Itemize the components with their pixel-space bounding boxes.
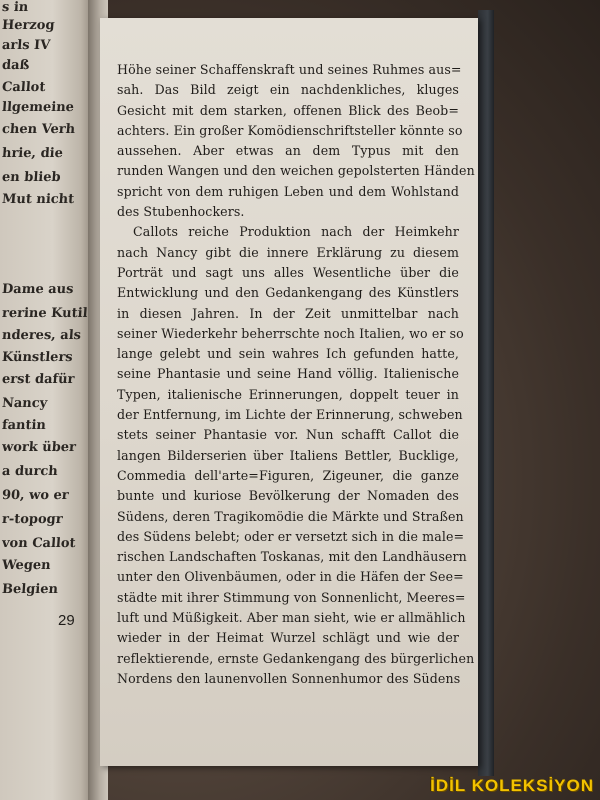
text-line: reflektierende, ernste Gedankengang des bürgerlichen <box>117 650 475 666</box>
left-page-fragment: Künstlers <box>1 350 74 365</box>
text-line: runden Wangen und den weichen gepolsterten Händen <box>117 163 475 179</box>
page-number: 29 <box>58 612 75 629</box>
left-page-fragment: en blieb <box>1 170 62 185</box>
left-page-fragment: daß <box>1 58 30 73</box>
text-line: des Stubenhockers. <box>117 204 245 220</box>
text-line: Höhe seiner Schaffenskraft und seines Ruhmes aus= <box>117 62 462 77</box>
text-line: seine Phantasie und seine Hand völlig. Italienische <box>117 366 459 382</box>
text-line: nach Nancy gibt die innere Erklärung zu diesem <box>117 244 459 260</box>
left-page-fragment: von Callot <box>1 536 77 551</box>
text-line: in diesen Jahren. In der Zeit unmittelbar nach <box>117 305 459 321</box>
left-page-fragment: Mut nicht <box>1 192 75 207</box>
left-page-fragment: fantin <box>1 418 47 433</box>
left-page-fragment: a durch <box>1 464 59 479</box>
left-page-fragment: Dame aus <box>1 282 74 297</box>
text-line: spricht von dem ruhigen Leben und dem Wohlstand <box>117 183 459 199</box>
left-page-fragment: nderes, als <box>1 328 82 343</box>
text-line: wieder in der Heimat Wurzel schlägt und wie der <box>117 630 459 646</box>
text-line: langen Bilderserien über Italiens Bettler, Bucklige, <box>117 447 459 463</box>
text-line: Gesicht mit dem starken, offenen Blick des Beob= <box>117 102 459 118</box>
text-line: des Südens belebt; oder er versetzt sich in die male= <box>117 528 465 544</box>
watermark-text: İDİL KOLEKSİYON <box>430 776 594 795</box>
text-line: Nordens den launenvollen Sonnenhumor des Südens <box>117 670 461 686</box>
text-line: Südens, deren Tragikomödie die Märkte und Straßen <box>117 508 464 524</box>
text-line: Porträt und sagt uns alles Wesentliche über die <box>117 264 459 280</box>
text-line: seiner Wiederkehr beherrschte noch Italien, wo er so <box>117 325 464 341</box>
left-page-fragment: r-topogr <box>1 512 64 527</box>
text-line: stets seiner Phantasie vor. Nun schafft Callot die <box>117 427 459 443</box>
text-line: achters. Ein großer Komödienschriftsteller könnte so <box>117 122 463 138</box>
left-page-fragment: rerine Kutil <box>1 306 89 321</box>
text-line: Entwicklung und den Gedankengang des Künstlers <box>117 285 459 301</box>
text-line: rischen Landschaften Toskanas, mit den Landhäusern <box>117 549 467 565</box>
left-page-fragment: hrie, die <box>1 146 64 161</box>
left-page-fragment: chen Verh <box>1 122 76 137</box>
text-line: unter den Olivenbäumen, oder in die Häfen der See= <box>117 569 464 585</box>
text-line: Typen, italienische Erinnerungen, doppelt teuer in <box>117 386 459 402</box>
left-page-fragment: Wegen <box>1 558 52 573</box>
left-page-fragment: Belgien <box>1 582 59 597</box>
left-page-fragment: work über <box>1 440 77 455</box>
text-line: Callots reiche Produktion nach der Heimkehr <box>133 224 459 240</box>
left-page-fragment: Herzog <box>1 18 56 33</box>
left-page-edge <box>0 0 95 800</box>
page-body-text <box>117 60 475 689</box>
left-page-fragment: arls IV <box>1 38 51 53</box>
text-line: Commedia dell'arte=Figuren, Zigeuner, die ganze <box>117 467 459 483</box>
text-line: der Entfernung, im Lichte der Erinnerung, schweben <box>117 407 463 423</box>
left-page-fragment: 90, wo er <box>1 488 70 503</box>
left-page-fragment: llgemeine <box>1 100 75 115</box>
text-line: städte mit ihrer Stimmung von Sonnenlicht, Meeres= <box>117 589 466 605</box>
text-line: sah. Das Bild zeigt ein nachdenkliches, kluges <box>117 82 459 98</box>
book-cover-edge <box>478 10 494 776</box>
text-line: bunte und kuriose Bevölkerung der Nomaden des <box>117 488 459 504</box>
text-line: luft und Müßigkeit. Aber man sieht, wie er allmählich <box>117 610 466 626</box>
left-page-fragment: Nancy <box>1 396 48 411</box>
left-page-fragment: erst dafür <box>1 372 75 387</box>
text-line: lange gelebt und sein wahres Ich gefunden hatte, <box>117 346 459 362</box>
text-line: aussehen. Aber etwas an dem Typus mit den <box>117 143 459 159</box>
left-page-fragment: s in <box>1 0 29 15</box>
left-page-fragment: Callot <box>1 80 46 95</box>
